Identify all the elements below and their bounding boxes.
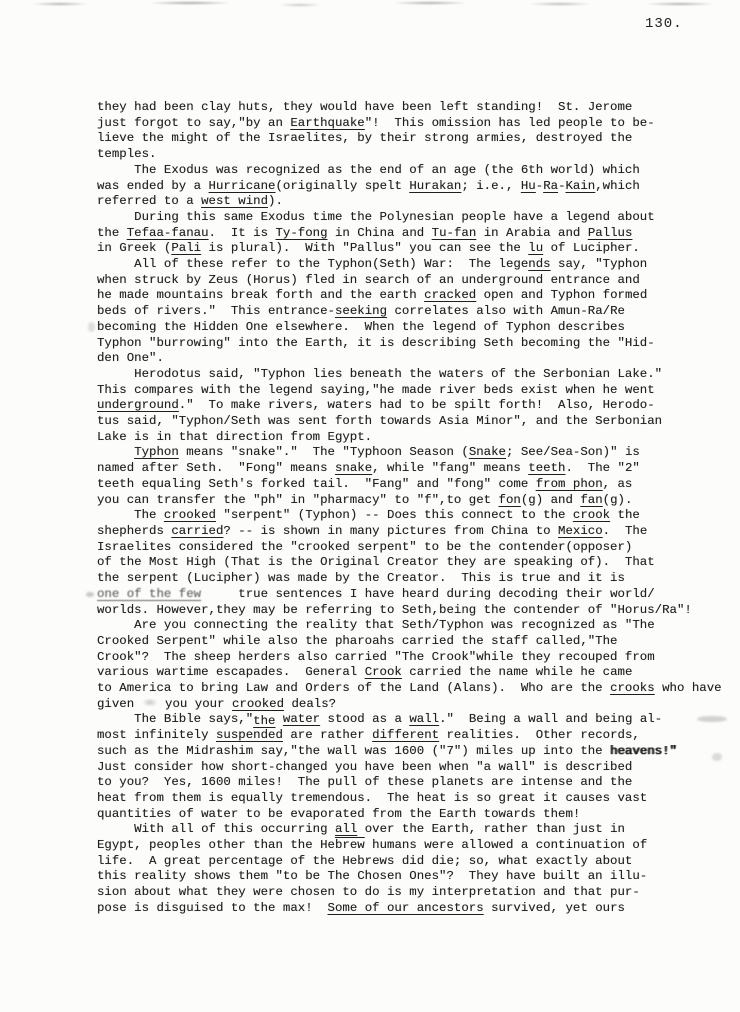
text-line: Egypt, peoples other than the Hebrew humans were allowed a continuation of — [97, 838, 648, 853]
text-line: was ended by a Hurricane(originally spelt Hurakan; i.e., Hu-Ra-Kain,which — [97, 178, 640, 193]
text-line: he made mountains break forth and the earth cracked open and Typhon formed — [97, 288, 648, 303]
scan-smudge — [88, 322, 95, 332]
scan-smudge — [86, 592, 94, 597]
text-line: the Tefaa-fanau. It is Ty-fong in China and Tu-fan in Arabia and Pallus — [97, 225, 633, 240]
text-line: worlds. However,they may be referring to Seth,being the contender of "Horus/Ra"! — [97, 602, 692, 617]
text-line: underground." To make rivers, waters had to be spilt forth! Also, Herodo- — [97, 398, 655, 413]
text-line: Crooked Serpent" while also the pharoahs carried the staff called,"The — [97, 633, 618, 648]
text-line: Herodotus said, "Typhon lies beneath the waters of the Serbonian Lake." — [97, 366, 663, 381]
text-line: Israelites considered the "crooked serpent" to be the contender(opposer) — [97, 539, 633, 554]
text-line: named after Seth. "Fong" means snake, while "fang" means teeth. The "2" — [97, 461, 640, 476]
text-line: Crook"? The sheep herders also carried "The Crook"while they recouped from — [97, 649, 655, 664]
text-line: various wartime escapades. General Crook carried the name while he came — [97, 665, 633, 680]
text-line: Typhon means "snake"." The "Typhoon Season (Snake; See/Sea-Son)" is — [134, 445, 640, 460]
text-line: quantities of water to be evaporated from the Earth towards them! — [97, 806, 581, 821]
text-line: temples. — [97, 147, 157, 162]
text-line: referred to a west wind). — [97, 194, 283, 209]
text-line: pose is disguised to the max! Some of our ancestors survived, yet ours — [97, 900, 625, 915]
text-line: Lake is in that direction from Egypt. — [97, 429, 373, 444]
text-line: of the Most High (That is the Original Creator they are speaking of). That — [97, 555, 655, 570]
text-line: The Exodus was recognized as the end of an age (the 6th world) which — [97, 162, 640, 177]
text-line: shepherds carried? -- is shown in many pictures from China to Mexico. The — [97, 523, 648, 538]
text-line: During this same Exodus time the Polynesian people have a legend about — [97, 209, 655, 224]
text-line: this reality shows them "to be The Chosen Ones"? They have built an illu- — [97, 869, 648, 884]
text-line: to America to bring Law and Orders of the Land (Alans). Who are the crooks who have — [97, 681, 722, 696]
text-line: becoming the Hidden One elsewhere. When the legend of Typhon describes — [97, 319, 625, 334]
text-line: they had been clay huts, they would have been left standing! St. Jerome — [97, 100, 633, 114]
text-line: one of the few true sentences I have heard during decoding their world/ — [97, 586, 655, 601]
text-line: the serpent (Lucipher) was made by the Creator. This is true and it is — [97, 571, 625, 586]
text-line: in Greek (Pali is plural). With "Pallus" you can see the lu of Lucipher. — [97, 241, 640, 256]
text-line: sion about what they were chosen to do is my interpretation and that pur- — [97, 885, 640, 900]
text-line: den One". — [97, 351, 164, 366]
text-line: when struck by Zeus (Horus) fled in search of an underground entrance and — [97, 272, 640, 287]
scan-noise-artifact — [0, 0, 740, 10]
text-line: lieve the might of the Israelites, by their strong armies, destroyed the — [97, 131, 633, 146]
text-line: The crooked "serpent" (Typhon) -- Does this connect to the crook the — [97, 508, 640, 523]
text-line: The Bible says,"the water stood as a wall." Being a wall and being al- — [97, 712, 663, 729]
text-line: Are you connecting the reality that Seth/Typhon was recognized as "The — [97, 618, 655, 633]
text-line: to you? Yes, 1600 miles! The pull of these planets are intense and the — [97, 775, 633, 790]
text-line: Typhon "burrowing" into the Earth, it is describing Seth becoming the "Hid- — [97, 335, 655, 350]
text-line: Just consider how short-changed you have been when "a wall" is described — [97, 759, 633, 774]
text-line: With all of this occurring all over the Earth, rather than just in — [97, 822, 625, 837]
text-line: most infinitely suspended are rather different realities. Other records, — [97, 728, 640, 743]
text-line: heat from them is equally tremendous. The heat is so great it causes vast — [97, 790, 648, 805]
text-line: just forgot to say,"by an Earthquake"! This omission has led people to be- — [97, 115, 655, 130]
text-line: you can transfer the "ph" in "pharmacy" to "f",to get fon(g) and fan(g). — [97, 492, 633, 507]
text-line: beds of rivers." This entrance-seeking correlates also with Amun-Ra/Re — [97, 304, 625, 319]
text-line: given you your crooked deals? — [97, 696, 337, 711]
text-line: teeth equaling Seth's forked tail. "Fang" and "fong" come from phon, as — [97, 476, 633, 491]
text-line: tus said, "Typhon/Seth was sent forth towards Asia Minor", and the Serbonian — [97, 414, 663, 429]
text-line: such as the Midrashim say,"the wall was 1600 ("7") miles up into the heavens!" — [97, 743, 677, 758]
page-number: 130. — [645, 16, 683, 32]
text-line: All of these refer to the Typhon(Seth) War: The legends say, "Typhon — [97, 257, 648, 272]
typewritten-text — [97, 100, 733, 917]
text-line: life. A great percentage of the Hebrews did die; so, what exactly about — [97, 853, 633, 868]
text-line: This compares with the legend saying,"he made river beds exist when he went — [97, 382, 655, 397]
